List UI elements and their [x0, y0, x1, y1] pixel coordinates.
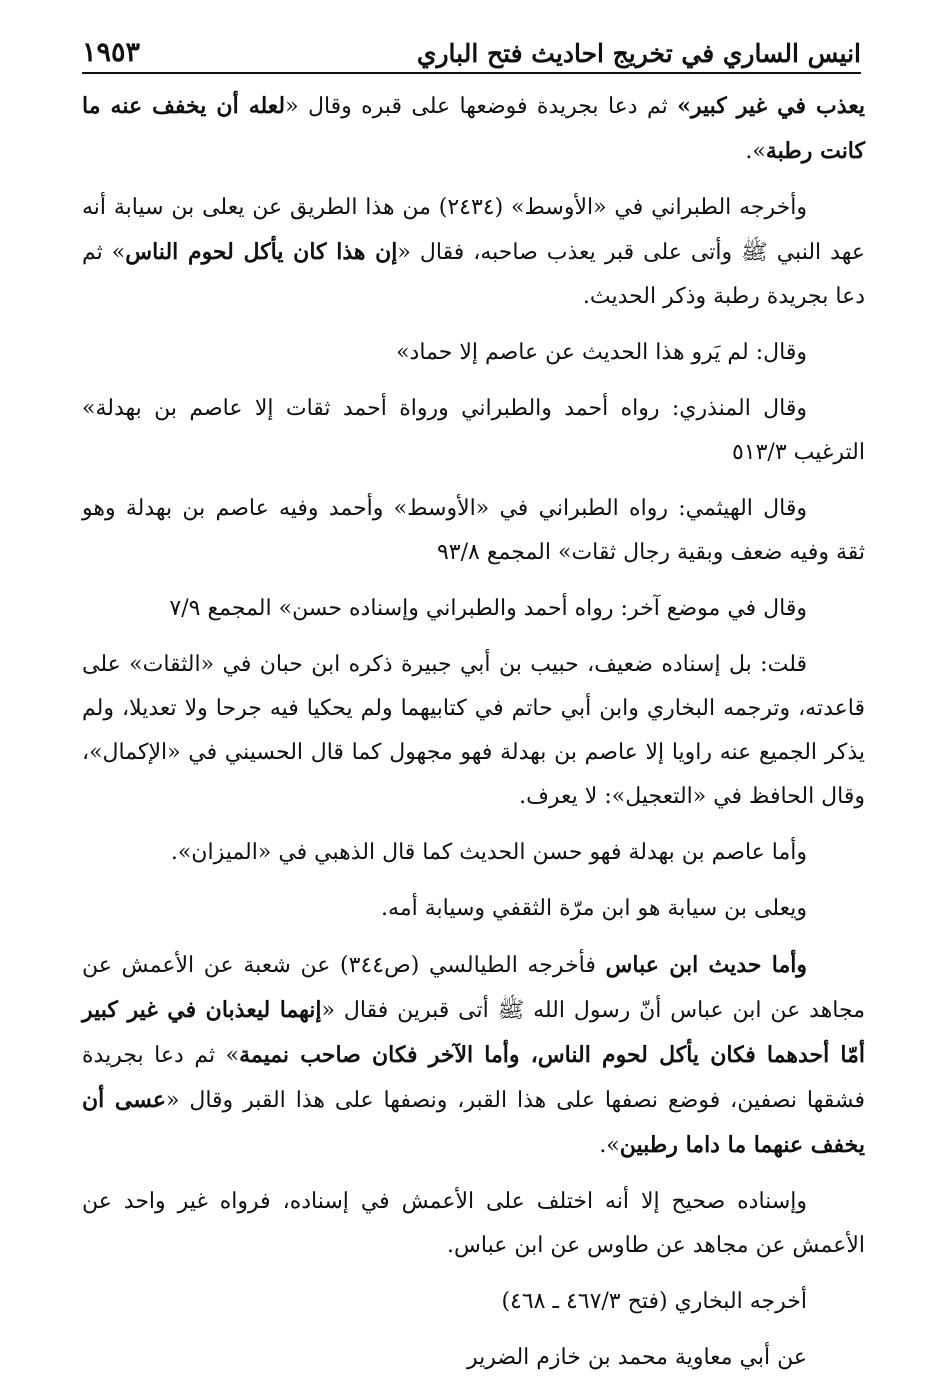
text-run: وأخرجه الطبراني في «الأوسط» (٢٤٣٤) من هذا الطريق عن يعلى بن سيابة أنه عهد النبي ﷺ وأتى على قبر يعذب صاحبه، فقال « [82, 195, 865, 265]
text-run: فأخرجه الطيالسي (ص٣٤٤) عن شعبة عن الأعمش عن مجاهد عن ابن عباس أنّ رسول الله ﷺ أتى قبرين فقال « [82, 953, 865, 1023]
paragraph [82, 84, 865, 174]
paragraph [82, 1336, 865, 1380]
paragraph [82, 487, 865, 575]
page-header [82, 26, 861, 74]
text-run: ويعلى بن سيابة هو ابن مرّة الثقفي وسيابة أمه. [381, 896, 807, 921]
paragraph [82, 587, 865, 631]
paragraph [82, 331, 865, 375]
bold-text-run: لعله أن يخفف عنه ما كانت رطبة [82, 93, 865, 164]
text-run: قلت: بل إسناده ضعيف، حبيب بن أبي جبيرة ذكره ابن حبان في «الثقات» على قاعدته، وترجمه البخاري وابن أبي حاتم في كتابيهما ولم يحكيا فيه جرحا ولا تعديلا، ولم يذكر الجميع عنه راويا إلا عاصم بن بهدلة فهو مجهول كما قال الحسيني في «الإكمال»، وقال الحافظ في «التعجيل»: لا يعرف. [82, 652, 865, 809]
paragraph [82, 186, 865, 319]
paragraph [82, 387, 865, 475]
paragraph [82, 831, 865, 875]
paragraph [82, 643, 865, 819]
text-run: وقال المنذري: رواه أحمد والطبراني ورواة أحمد ثقات إلا عاصم بن بهدلة» الترغيب ٥١٣/٣ [82, 396, 865, 465]
bold-text-run: عسى أن يخفف عنهما ما داما رطبين [82, 1087, 865, 1158]
bold-text-run: وأما حديث ابن عباس [605, 952, 807, 978]
text-run: وأما عاصم بن بهدلة فهو حسن الحديث كما قال الذهبي في «الميزان». [170, 840, 807, 865]
text-run: » ثم دعا بجريدة رطبة وذكر الحديث. [82, 240, 865, 309]
text-run: وقال: لم يَرو هذا الحديث عن عاصم إلا حماد» [396, 340, 807, 365]
text-run: عن أبي معاوية محمد بن خازم الضرير [466, 1345, 807, 1370]
text-run: أخرجه البخاري (فتح ٤٦٧/٣ ـ ٤٦٨) [501, 1289, 807, 1314]
text-run: ». [599, 1133, 620, 1158]
text-run: وقال الهيثمي: رواه الطبراني في «الأوسط» وأحمد وفيه عاصم بن بهدلة وهو ثقة وفيه ضعف وبقية رجال ثقات» المجمع ٩٣/٨ [82, 496, 865, 565]
bold-text-run: يعذب في غير كبير» [677, 93, 866, 119]
text-run: وإسناده صحيح إلا أنه اختلف على الأعمش في إسناده، فرواه غير واحد عن الأعمش عن مجاهد عن طاوس عن ابن عباس. [82, 1189, 865, 1258]
bold-text-run: إنهما ليعذبان في غير كبير أمّا أحدهما فكان يأكل لحوم الناس، وأما الآخر فكان صاحب نميمة [82, 997, 865, 1068]
text-run: ». [745, 139, 766, 164]
running-title: انيس الساري في تخريج احاديث فتح الباري [416, 39, 861, 68]
bold-text-run: إن هذا كان يأكل لحوم الناس [125, 239, 398, 265]
paragraph [82, 1180, 865, 1268]
paragraph [82, 887, 865, 931]
page-number: ١٩٥٣ [82, 37, 141, 68]
text-run: وقال في موضع آخر: رواه أحمد والطبراني وإسناده حسن» المجمع ٧/٩ [169, 596, 807, 621]
page-body [82, 84, 865, 1392]
paragraph [82, 1280, 865, 1324]
text-run: » ثم دعا بجريدة فشقها نصفين، فوضع نصفها على هذا القبر، ونصفها على هذا القبر وقال « [82, 1043, 865, 1113]
paragraph [82, 943, 865, 1168]
text-run: ثم دعا بجريدة فوضعها على قبره وقال « [285, 94, 678, 119]
